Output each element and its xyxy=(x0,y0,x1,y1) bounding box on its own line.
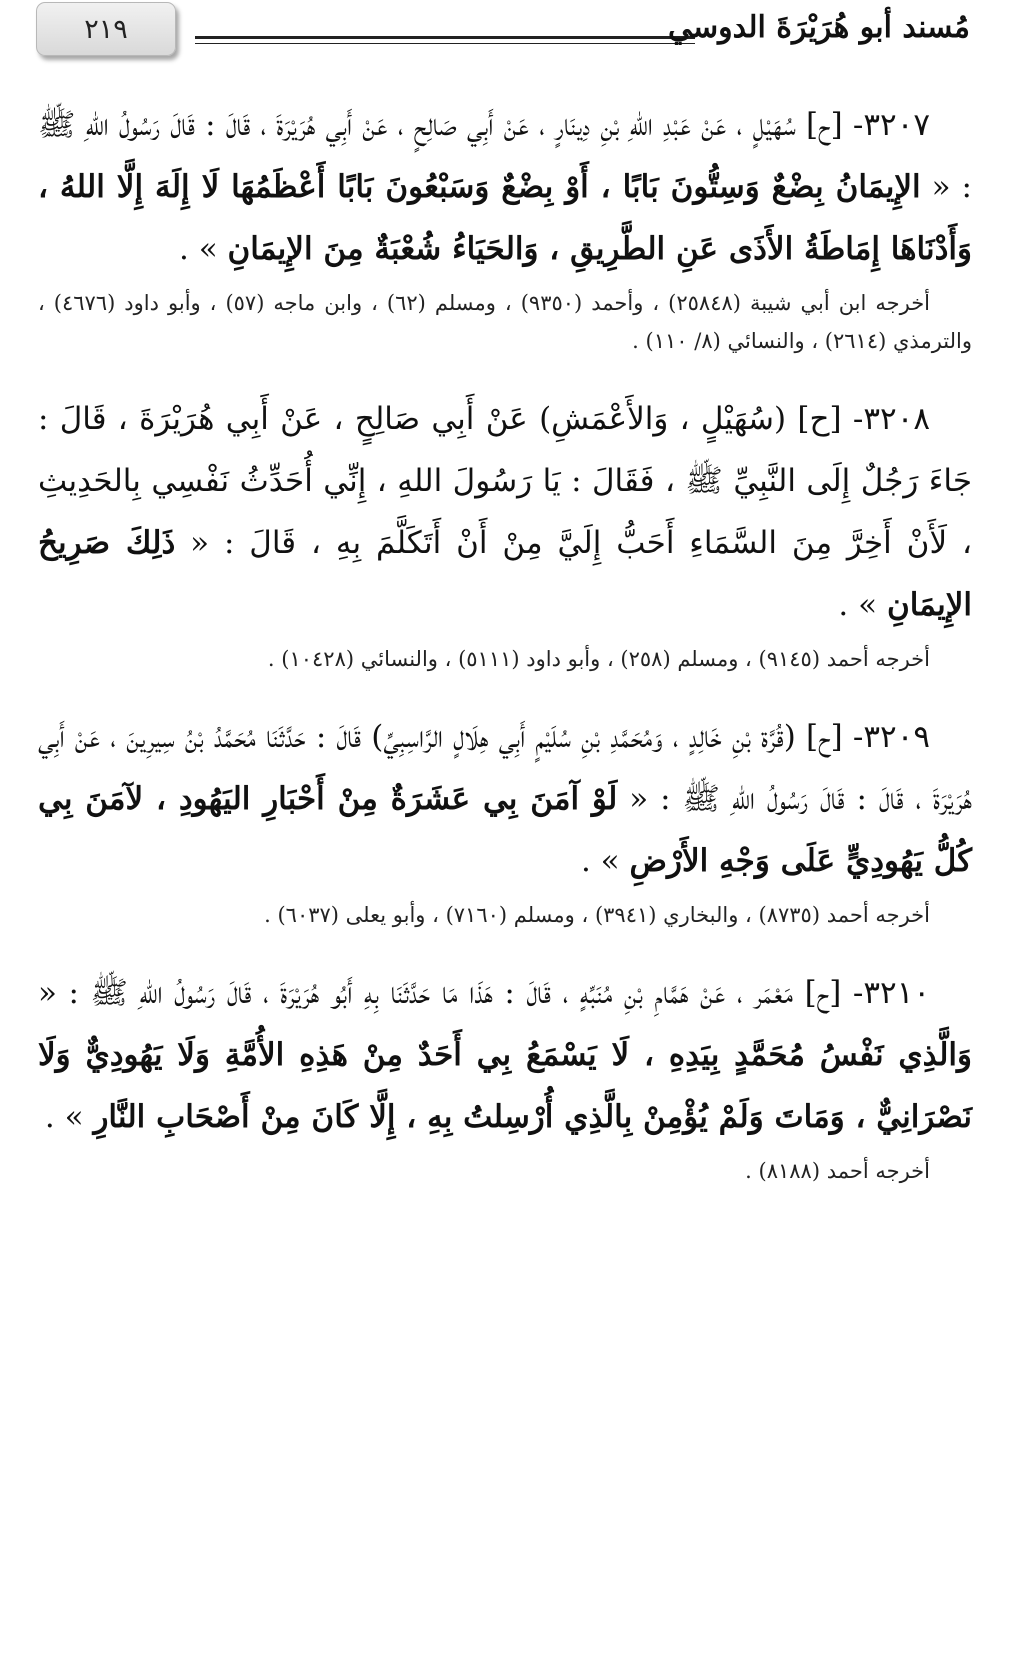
hadith-isnad: [ح] (سُهَيْلٍ ، وَالأَعْمَشِ) عَنْ أَبِي صَالِحٍ ، عَنْ أَبِي هُرَيْرَةَ ، قَالَ : جَاءَ رَجُلٌ إِلَى النَّبِيِّ ﷺ ، فَقَالَ : يَا رَسُولَ اللهِ ، إِنِّي أُحَدِّثُ نَفْسِي بِالحَدِيثِ ، لَأَنْ أَخِرَّ مِنَ السَّمَاءِ أَحَبُّ إِلَيَّ مِنْ أَنْ أَتَكَلَّمَ بِهِ ، قَالَ : « xyxy=(38,401,973,561)
header-rule xyxy=(195,36,695,44)
hadith-isnad: [ح] مَعْمَر ، عَنْ هَمَّامِ بْنِ مُنَبِّهٍ ، قَالَ : هَذَا مَا حَدَّثَنَا بِهِ أَبُو هُرَيْرَةَ ، قَالَ رَسُولُ اللهِ ﷺ : « xyxy=(38,975,842,1011)
hadith-number: ٣٢٠٧- xyxy=(852,107,930,143)
hadith-closing: » . xyxy=(179,231,228,267)
hadith-number: ٣٢٠٩- xyxy=(852,719,930,755)
hadith-closing: » . xyxy=(44,1099,94,1135)
hadith-closing: » . xyxy=(838,587,887,623)
hadith-number: ٣٢٠٨- xyxy=(852,401,930,437)
hadith-entry xyxy=(38,94,972,280)
hadith-isnad: [ح] (قُرَّة بْنِ خَالِدٍ ، وَمُحَمَّدِ بْنِ سُلَيْمٍ أَبِي هِلَالٍ الرَّاسِبِيِّ) قَالَ : حَدَّثَنَا مُحَمَّدُ بْنُ سِيرِينَ ، عَنْ أَبِي هُرَيْرَةَ ، قَالَ : قَالَ رَسُولُ اللهِ ﷺ : « xyxy=(38,719,972,817)
hadith-matn: لَوْ آمَنَ بِي عَشَرَةٌ مِنْ أَحْبَارِ اليَهُودِ ، لآمَنَ بِي كُلُّ يَهُودِيٍّ عَلَى وَجْهِ الأَرْضِ xyxy=(38,781,972,879)
hadith-takhrij: أخرجه أحمد (٨٧٣٥) ، والبخاري (٣٩٤١) ، ومسلم (٧١٦٠) ، وأبو يعلى (٦٠٣٧) . xyxy=(264,903,930,927)
hadith-takhrij: أخرجه أحمد (٨١٨٨) . xyxy=(745,1159,930,1183)
hadith-number: ٣٢١٠- xyxy=(852,975,930,1011)
hadith-matn: الإِيمَانُ بِضْعٌ وَسِتُّونَ بَابًا ، أَوْ بِضْعٌ وَسَبْعُونَ بَابًا أَعْظَمُهَا لَا إِلَهَ إِلَّا اللهُ ، وَأَدْنَاهَا إِمَاطَةُ الأَذَى عَنِ الطَّرِيقِ ، وَالحَيَاءُ شُعْبَةٌ مِنَ الإِيمَانِ xyxy=(38,169,972,267)
page-number: ٢١٩ xyxy=(36,2,176,56)
running-title: مُسند أبو هُرَيْرَةَ الدوسي xyxy=(668,10,970,45)
hadith-entry xyxy=(38,706,972,892)
hadith-closing: » . xyxy=(580,843,630,879)
hadith-matn: وَالَّذِي نَفْسُ مُحَمَّدٍ بِيَدِهِ ، لَا يَسْمَعُ بِي أَحَدٌ مِنْ هَذِهِ الأُمَّةِ وَلَا يَهُودِيٌّ وَلَا نَصْرَانِيٌّ ، وَمَاتَ وَلَمْ يُؤْمِنْ بِالَّذِي أُرْسِلتُ بِهِ ، إِلَّا كَانَ مِنْ أَصْحَابِ النَّارِ xyxy=(38,1037,972,1135)
hadith-isnad: [ح] سُهَيْلٍ ، عَنْ عَبْدِ اللهِ بْنِ دِينَارٍ ، عَنْ أَبِي صَالِحٍ ، عَنْ أَبِي هُرَيْرَةَ ، قَالَ : قَالَ رَسُولُ اللهِ ﷺ : « xyxy=(38,107,972,205)
hadith-entry xyxy=(38,388,972,636)
hadith-takhrij: أخرجه ابن أبي شيبة (٢٥٨٤٨) ، وأحمد (٩٣٥٠) ، ومسلم (٦٢) ، وابن ماجه (٥٧) ، وأبو داود (٤٦٧٦) ، والترمذي (٢٦١٤) ، والنسائي (٨/ ١١٠) . xyxy=(38,291,972,353)
page-header xyxy=(0,0,1010,70)
hadith-entry xyxy=(38,962,972,1148)
hadith-matn: ذَلِكَ صَرِيحُ الإِيمَانِ xyxy=(38,525,972,623)
page-body xyxy=(38,94,972,1218)
hadith-takhrij: أخرجه أحمد (٩١٤٥) ، ومسلم (٢٥٨) ، وأبو داود (٥١١١) ، والنسائي (١٠٤٢٨) . xyxy=(267,647,930,671)
